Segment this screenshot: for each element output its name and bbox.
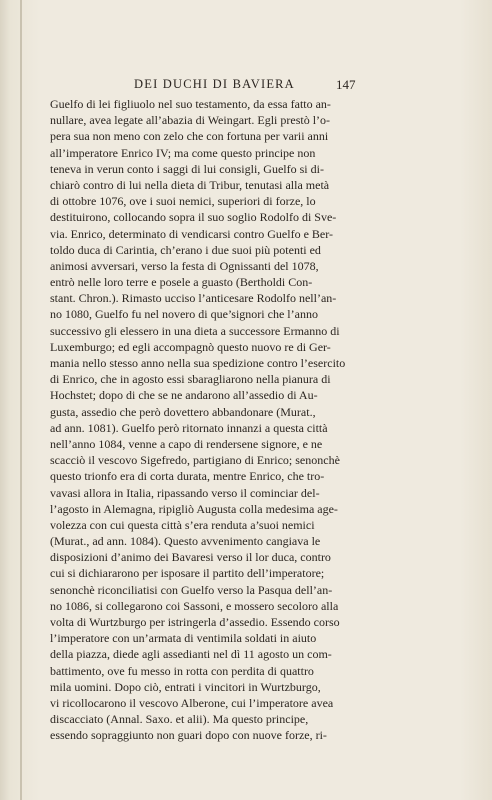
running-header [48,72,378,92]
text-line: vi ricollocarono il vescovo Alberone, cui l’imperatore avea [50,695,334,710]
text-line: ad ann. 1081). Guelfo però ritornato innanzi a questa città [50,420,328,435]
text-line: scacciò il vescovo Sigefredo, partigiano di Enrico; senonchè [50,453,340,468]
running-title: DEI DUCHI DI BAVIERA [134,77,295,91]
text-line: Guelfo di lei figliuolo nel suo testamento, da essa fatto an- [50,97,331,111]
page-number: 147 [336,77,356,92]
text-line: cui si dichiararono per isposare il partito dell’imperatore; [50,566,325,581]
page-gutter [20,0,22,800]
text-line: successivo gli elessero in una dieta a successore Ermanno di [50,323,340,338]
text-line: discacciato (Annal. Saxo. et alii). Ma questo principe, [50,712,309,727]
text-line: l’agosto in Alemagna, ripigliò Augusta colla medesima age- [50,501,338,516]
text-line: volezza con cui questa città s’era renduta a’suoi nemici [50,517,315,532]
text-line: mila uomini. Dopo ciò, entrati i vincitori in Wurtzburgo, [50,679,321,694]
text-line: nell’anno 1084, venne a capo di rendersene signore, e ne [50,436,323,451]
text-line: toldo duca di Carintia, ch’erano i due suoi più potenti ed [50,242,321,257]
text-line: nullare, avea legate all’abazia di Weingart. Egli prestò l’o- [50,113,331,128]
text-line: (Murat., ad ann. 1084). Questo avvenimento cangiava le [50,534,321,549]
text-line: essendo sopraggiunto non guari dopo con nuove forze, ri- [50,728,327,743]
text-line: volta di Wurtzburgo per istringerla d’assedio. Essendo corso [50,615,340,629]
text-line: battimento, ove fu messo in rotta con perdita di quattro [50,663,314,678]
text-line: gusta, assedio che però dovettero abbandonare (Murat., [50,404,316,419]
text-line: animosi avversari, verso la festa di Ognissanti del 1078, [50,258,319,273]
text-line: destituirono, collocando sopra il suo soglio Rodolfo di Sve- [50,210,337,225]
text-line: Hochstet; dopo di che se ne andarono all’assedio di Au- [50,388,318,403]
text-line: questo trionfo era di corta durata, mentre Enrico, che tro- [50,469,325,484]
text-line: Luxemburgo; ed egli accompagnò questo nuovo re di Ger- [50,339,331,354]
text-line: mania nello stesso anno nella sua spedizione contro l’esercito [50,356,346,370]
text-line: della piazza, diede agli assedianti nel dì 11 agosto un com- [50,647,332,662]
text-line: l’imperatore con un’armata di ventimila soldati in aiuto [50,631,317,646]
text-line: disposizioni d’animo dei Bavaresi verso il lor duca, contro [50,550,331,565]
text-line: di ottobre 1076, ove i suoi nemici, superiori di forze, lo [50,194,316,209]
text-line: chiarò contro di lui nella dieta di Tribur, tenutasi alla metà [50,177,330,192]
text-line: pera sua non meno con zelo che con fortuna per varii anni [50,129,329,144]
text-line: no 1080, Guelfo fu nel novero di que’signori che l’anno [50,307,318,322]
text-line: senonchè riconciliatisi con Guelfo verso la Pasqua dell’an- [50,582,333,597]
text-line: stant. Chron.). Rimasto ucciso l’anticesare Rodolfo nell’an- [50,291,337,306]
text-line: di Enrico, che in agosto essi sbaragliarono nella pianura di [50,372,331,387]
text-line: via. Enrico, determinato di vendicarsi contro Guelfo e Ber- [50,226,333,241]
body-text [50,96,384,744]
text-line: vavasi allora in Italia, ripassando verso il cominciar del- [50,485,320,500]
text-line: all’imperatore Enrico IV; ma come questo principe non [50,145,316,160]
text-line: no 1086, si collegarono coi Sassoni, e mossero secoloro alla [50,598,339,613]
text-line: entrò nelle loro terre e posele a guasto (Bertholdi Con- [50,275,313,290]
text-line: teneva in verun conto i saggi di lui consigli, Guelfo si di- [50,161,324,176]
